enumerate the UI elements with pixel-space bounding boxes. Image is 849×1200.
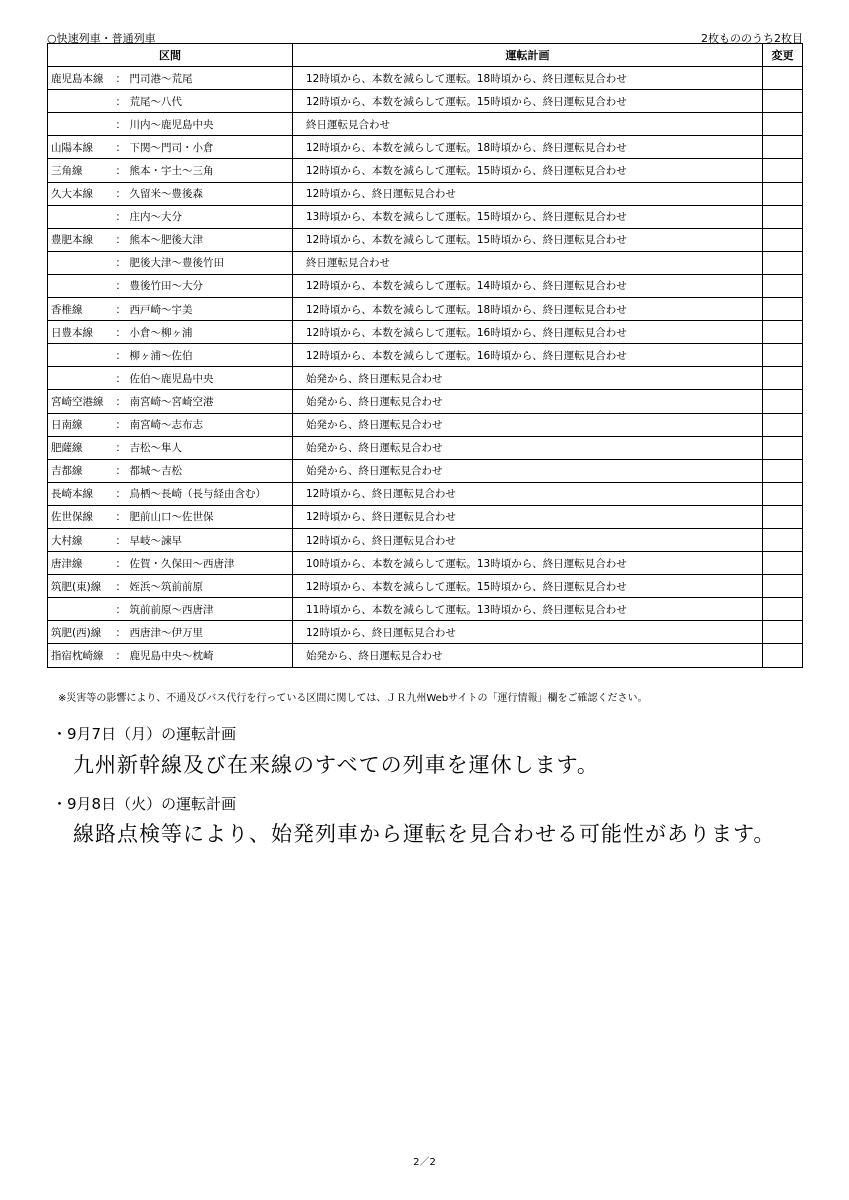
section-text: 鳥栖～長崎（長与経由含む） [129,488,266,501]
table-row [48,274,803,297]
sheet-indicator: 2枚もののうち2枚目 [701,32,803,45]
section-cell [116,367,293,390]
separator-colon: ： [115,234,126,247]
plan-cell: 12時頃から、終日運転見合わせ [293,528,763,551]
separator-colon: ： [115,303,126,316]
section-cell [116,228,293,251]
notice-message-sep8: 線路点検等により、始発列車から運転を見合わせる可能性があります。 [73,822,776,846]
section-cell [116,505,293,528]
change-cell [763,228,803,251]
section-cell [116,482,293,505]
separator-colon: ： [115,442,126,455]
line-name-cell: 指宿枕崎線 [48,644,116,667]
section-cell [116,621,293,644]
change-cell [763,251,803,274]
table-row [48,228,803,251]
change-cell [763,482,803,505]
section-text: 佐伯～鹿児島中央 [129,372,214,385]
section-cell [116,575,293,598]
line-name-cell: 筑肥(東)線 [48,575,116,598]
section-header: 区間 [48,44,293,67]
line-name-cell: 三角線 [48,159,116,182]
section-cell [116,644,293,667]
section-text: 川内～鹿児島中央 [129,118,214,131]
table-row [48,159,803,182]
change-cell [763,67,803,90]
separator-colon: ： [115,165,126,178]
change-cell [763,390,803,413]
table-header-row [48,44,803,67]
table-row [48,344,803,367]
separator-colon: ： [115,372,126,385]
table-row [48,575,803,598]
change-cell [763,644,803,667]
section-text: 小倉～柳ヶ浦 [129,326,193,339]
section-cell [116,159,293,182]
section-cell [116,274,293,297]
section-text: 吉松～隼人 [129,442,182,455]
table-row [48,644,803,667]
line-name-cell [48,367,116,390]
plan-cell: 12時頃から、終日運転見合わせ [293,482,763,505]
plan-cell: 終日運転見合わせ [293,251,763,274]
plan-cell: 始発から、終日運転見合わせ [293,413,763,436]
plan-cell: 12時頃から、本数を減らして運転。15時頃から、終日運転見合わせ [293,90,763,113]
table-row [48,136,803,159]
line-name-cell: 唐津線 [48,552,116,575]
section-cell [116,136,293,159]
separator-colon: ： [115,95,126,108]
plan-cell: 12時頃から、終日運転見合わせ [293,621,763,644]
schedule-table [47,43,803,668]
plan-cell: 始発から、終日運転見合わせ [293,390,763,413]
separator-colon: ： [115,188,126,201]
section-text: 西唐津～伊万里 [129,626,203,639]
plan-cell: 12時頃から、終日運転見合わせ [293,505,763,528]
separator-colon: ： [115,465,126,478]
notice-message-sep7: 九州新幹線及び在来線のすべての列車を運休します。 [73,753,599,777]
change-cell [763,298,803,321]
change-cell [763,274,803,297]
separator-colon: ： [115,580,126,593]
line-name-cell: 香椎線 [48,298,116,321]
section-text: 柳ヶ浦～佐伯 [129,349,193,362]
separator-colon: ： [115,72,126,85]
table-row [48,298,803,321]
line-name-cell: 久大本線 [48,182,116,205]
line-name-cell: 豊肥本線 [48,228,116,251]
notice-day-sep7: ・9月7日（月）の運転計画 [52,725,237,743]
section-cell [116,205,293,228]
separator-colon: ： [115,649,126,662]
line-name-cell [48,274,116,297]
line-name-cell: 肥薩線 [48,436,116,459]
separator-colon: ： [115,534,126,547]
section-text: 西戸崎～宇美 [129,303,193,316]
line-name-cell [48,90,116,113]
separator-colon: ： [115,395,126,408]
section-cell [116,182,293,205]
plan-cell: 12時頃から、本数を減らして運転。18時頃から、終日運転見合わせ [293,67,763,90]
plan-cell: 12時頃から、本数を減らして運転。14時頃から、終日運転見合わせ [293,274,763,297]
section-text: 久留米～豊後森 [129,188,203,201]
plan-cell: 始発から、終日運転見合わせ [293,644,763,667]
table-row [48,621,803,644]
section-text: 南宮崎～志布志 [129,419,203,432]
separator-colon: ： [115,141,126,154]
section-text: 熊本～肥後大津 [129,234,203,247]
separator-colon: ： [115,211,126,224]
table-row [48,67,803,90]
document-title: ○快速列車・普通列車 [47,32,156,45]
section-text: 下関～門司・小倉 [129,141,214,154]
plan-cell: 12時頃から、本数を減らして運転。15時頃から、終日運転見合わせ [293,228,763,251]
plan-cell: 始発から、終日運転見合わせ [293,459,763,482]
plan-cell: 始発から、終日運転見合わせ [293,436,763,459]
plan-cell: 12時頃から、本数を減らして運転。16時頃から、終日運転見合わせ [293,321,763,344]
section-cell [116,298,293,321]
plan-cell: 終日運転見合わせ [293,113,763,136]
schedule-rows [48,67,803,667]
change-cell [763,598,803,621]
plan-cell: 11時頃から、本数を減らして運転。13時頃から、終日運転見合わせ [293,598,763,621]
section-cell [116,344,293,367]
table-row [48,552,803,575]
plan-header: 運転計画 [293,44,763,67]
table-row [48,113,803,136]
section-cell [116,251,293,274]
change-cell [763,413,803,436]
section-cell [116,598,293,621]
change-cell [763,182,803,205]
table-row [48,205,803,228]
section-text: 熊本・宇土～三角 [129,165,214,178]
line-name-cell [48,205,116,228]
change-cell [763,505,803,528]
table-row [48,367,803,390]
notice-day-sep8: ・9月8日（火）の運転計画 [52,795,237,813]
section-text: 鹿児島中央～枕崎 [129,649,214,662]
line-name-cell: 吉都線 [48,459,116,482]
section-text: 姪浜～筑前前原 [129,580,203,593]
plan-cell: 10時頃から、本数を減らして運転。13時頃から、終日運転見合わせ [293,552,763,575]
line-name-cell: 日南線 [48,413,116,436]
section-cell [116,436,293,459]
section-text: 佐賀・久保田～西唐津 [129,557,235,570]
plan-cell: 12時頃から、終日運転見合わせ [293,182,763,205]
section-text: 門司港～荒尾 [129,72,193,85]
line-name-cell [48,344,116,367]
separator-colon: ： [115,626,126,639]
line-name-cell [48,598,116,621]
table-row [48,182,803,205]
change-cell [763,436,803,459]
plan-cell: 12時頃から、本数を減らして運転。15時頃から、終日運転見合わせ [293,575,763,598]
line-name-cell: 大村線 [48,528,116,551]
line-name-cell: 佐世保線 [48,505,116,528]
separator-colon: ： [115,118,126,131]
section-text: 肥前山口～佐世保 [129,511,214,524]
change-cell [763,90,803,113]
section-cell [116,459,293,482]
change-cell [763,113,803,136]
plan-cell: 13時頃から、本数を減らして運転。15時頃から、終日運転見合わせ [293,205,763,228]
table-row [48,482,803,505]
line-name-cell: 長崎本線 [48,482,116,505]
separator-colon: ： [115,511,126,524]
change-cell [763,552,803,575]
section-text: 荒尾～八代 [129,95,182,108]
plan-cell: 始発から、終日運転見合わせ [293,367,763,390]
section-text: 豊後竹田～大分 [129,280,203,293]
table-row [48,598,803,621]
line-name-cell: 鹿児島本線 [48,67,116,90]
table-row [48,528,803,551]
section-cell [116,321,293,344]
page-number: 2／2 [413,1157,436,1168]
section-text: 筑前前原～西唐津 [129,603,214,616]
table-row [48,459,803,482]
change-cell [763,528,803,551]
section-cell [116,390,293,413]
section-text: 都城～吉松 [129,465,182,478]
plan-cell: 12時頃から、本数を減らして運転。16時頃から、終日運転見合わせ [293,344,763,367]
change-cell [763,205,803,228]
separator-colon: ： [115,557,126,570]
table-row [48,390,803,413]
section-text: 肥後大津～豊後竹田 [129,257,224,270]
separator-colon: ： [115,349,126,362]
line-name-cell: 宮崎空港線 [48,390,116,413]
change-cell [763,575,803,598]
section-cell [116,552,293,575]
change-header: 変更 [763,44,803,67]
section-text: 南宮崎～宮崎空港 [129,395,214,408]
line-name-cell [48,113,116,136]
separator-colon: ： [115,603,126,616]
change-cell [763,459,803,482]
section-cell [116,528,293,551]
table-row [48,321,803,344]
separator-colon: ： [115,419,126,432]
line-name-cell: 日豊本線 [48,321,116,344]
separator-colon: ： [115,326,126,339]
change-cell [763,367,803,390]
line-name-cell [48,251,116,274]
separator-colon: ： [115,257,126,270]
plan-cell: 12時頃から、本数を減らして運転。18時頃から、終日運転見合わせ [293,136,763,159]
change-cell [763,159,803,182]
separator-colon: ： [115,280,126,293]
plan-cell: 12時頃から、本数を減らして運転。15時頃から、終日運転見合わせ [293,159,763,182]
change-cell [763,136,803,159]
table-row [48,436,803,459]
section-cell [116,113,293,136]
table-row [48,413,803,436]
table-row [48,251,803,274]
change-cell [763,621,803,644]
section-cell [116,90,293,113]
section-cell [116,67,293,90]
separator-colon: ： [115,488,126,501]
table-row [48,90,803,113]
section-cell [116,413,293,436]
section-text: 庄内～大分 [129,211,182,224]
change-cell [763,321,803,344]
section-text: 早岐～諫早 [129,534,182,547]
line-name-cell: 山陽本線 [48,136,116,159]
table-row [48,505,803,528]
change-cell [763,344,803,367]
footnote: ※災害等の影響により、不通及びバス代行を行っている区間に関しては、ＪＲ九州Webサイトの「運行情報」欄をご確認ください。 [58,693,648,704]
line-name-cell: 筑肥(西)線 [48,621,116,644]
plan-cell: 12時頃から、本数を減らして運転。18時頃から、終日運転見合わせ [293,298,763,321]
